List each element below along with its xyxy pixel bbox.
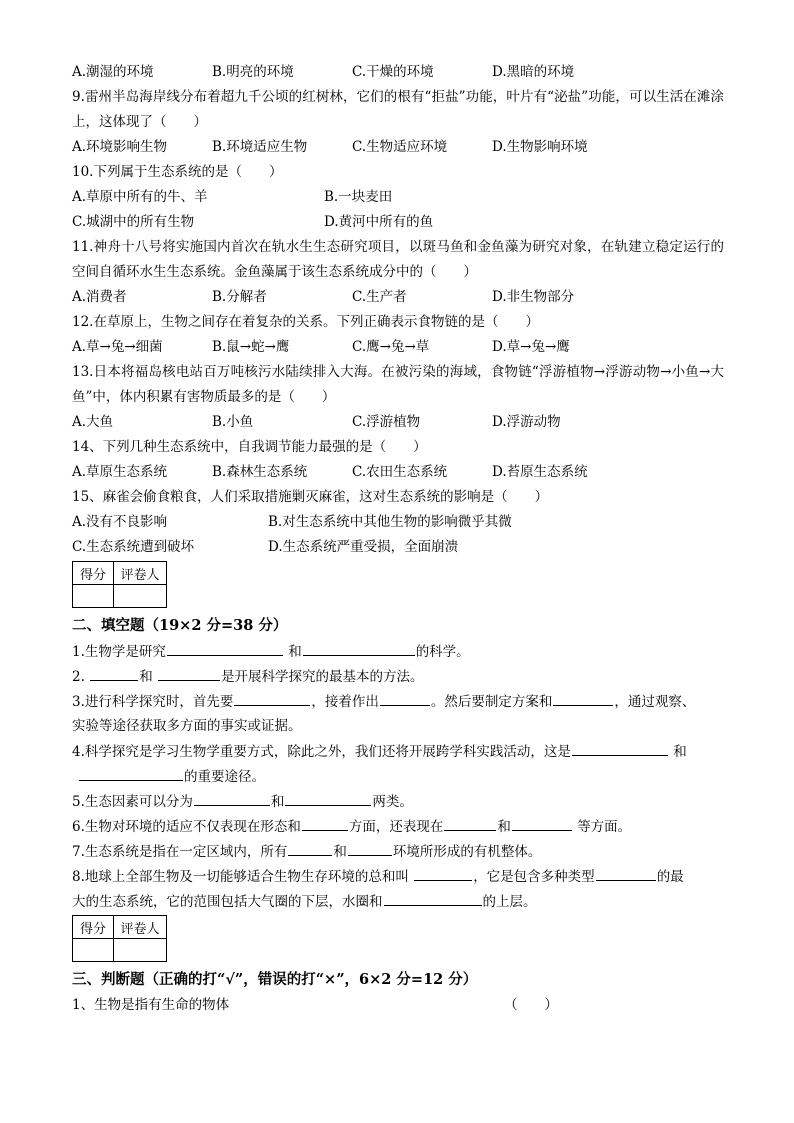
fill-q8-blank-1[interactable] (414, 864, 472, 881)
q13-stem: 13.日本将福岛核电站百万吨核污水陆续排入大海。在被污染的海域，食物链“浮游植物→浮游动物→小鱼→大鱼”中，体内积累有害物质最多的是（ ） (72, 364, 724, 405)
section3-title: 三、判断题（正确的打“√”，错误的打“×”，6×2 分=12 分） (72, 971, 478, 988)
fill-q8-line2 (72, 889, 724, 914)
q14-option-b: B.森林生态系统 (212, 464, 308, 480)
fill-q7-text-b: 和 (333, 844, 347, 860)
fill-q7 (72, 839, 724, 864)
fill-q8-text-a: 8.地球上全部生物及一切能够适合生物生存环境的总和叫 (72, 869, 409, 885)
fill-q6-text-d: 等方面。 (577, 819, 632, 835)
score-cell[interactable] (73, 939, 114, 962)
judge-q1-answer-paren[interactable]: （ ） (504, 997, 558, 1013)
q11-option-c: C.生产者 (352, 289, 407, 305)
q8-option-a: A.潮湿的环境 (72, 64, 154, 80)
fill-q8-text-e: 的上层。 (482, 894, 537, 910)
q11-stem: 11.神舟十八号将实施国内首次在轨水生生态研究项目，以斑马鱼和金鱼藻为研究对象，在轨建立稳定运行的空间自循环水生生态系统。金鱼藻属于该生态系统成分中的（ ） (72, 239, 724, 280)
q9-options (72, 135, 724, 160)
q10-option-d: D.黄河中所有的鱼 (324, 214, 434, 230)
q15-option-d: D.生态系统严重受损，全面崩溃 (268, 539, 459, 555)
q9-option-a: A.环境影响生物 (72, 139, 168, 155)
q13-option-d: D.浮游动物 (492, 414, 561, 430)
q12-option-c: C.鹰→兔→草 (352, 339, 430, 355)
fill-q2-text-c: 是开展科学探究的最基本的方法。 (220, 669, 424, 685)
fill-q5-text-c: 两类。 (372, 794, 413, 810)
fill-q7-text-a: 7.生态系统是指在一定区域内，所有 (72, 844, 288, 860)
fill-q5-blank-1[interactable] (194, 789, 270, 806)
fill-q5-blank-2[interactable] (285, 789, 371, 806)
q10-option-c: C.城湖中的所有生物 (72, 214, 195, 230)
fill-q4-text-b: 和 (673, 744, 687, 760)
q13-options (72, 410, 724, 435)
score-cell[interactable] (73, 585, 114, 608)
fill-q1-blank-1[interactable] (167, 639, 283, 656)
q8-option-d: D.黑暗的环境 (492, 64, 575, 80)
q15-option-c: C.生态系统遭到破坏 (72, 539, 195, 555)
q12-stem: 12.在草原上，生物之间存在着复杂的关系。下列正确表示食物链的是（ ） (72, 314, 539, 330)
fill-q3-blank-3[interactable] (553, 689, 613, 706)
q9-option-b: B.环境适应生物 (212, 139, 308, 155)
q15-option-b: B.对生态系统中其他生物的影响微乎其微 (268, 514, 512, 530)
fill-q1-blank-2[interactable] (303, 639, 415, 656)
score-label: 得分 (73, 916, 114, 939)
q9-option-d: D.生物影响环境 (492, 139, 588, 155)
fill-q3-blank-1[interactable] (234, 689, 310, 706)
fill-q5 (72, 789, 724, 814)
q12-option-b: B.鼠→蛇→鹰 (212, 339, 290, 355)
q12-option-a: A.草→兔→细菌 (72, 339, 163, 355)
fill-q4-text-a: 4.科学探究是学习生物学重要方式，除此之外，我们还将开展跨学科实践活动，这是 (72, 744, 571, 760)
fill-q1-text-a: 1.生物学是研究 (72, 644, 166, 660)
fill-q8-text-d: 大的生态系统，它的范围包括大气圈的下层，水圈和 (72, 894, 383, 910)
fill-q4-line2 (72, 764, 724, 789)
fill-q8-text-b: ，它是包含多种类型 (473, 869, 595, 885)
q11-option-a: A.消费者 (72, 289, 127, 305)
fill-q4-line1 (72, 739, 724, 764)
fill-q8-line1 (72, 864, 724, 889)
judge-q1 (72, 993, 724, 1018)
q10-option-b: B.一块麦田 (324, 189, 393, 205)
fill-q8-text-c: 的最 (656, 869, 684, 885)
q13-option-a: A.大鱼 (72, 414, 114, 430)
fill-q3-text-c: 。然后要制定方案和 (430, 694, 553, 710)
fill-q7-text-c: 环境所形成的有机整体。 (392, 844, 542, 860)
fill-q6-text-a: 6.生物对环境的适应不仅表现在形态和 (72, 819, 301, 835)
fill-q2-text-a: 2. (72, 669, 85, 685)
fill-q3-blank-2[interactable] (380, 689, 430, 706)
q14-option-a: A.草原生态系统 (72, 464, 168, 480)
fill-q7-blank-2[interactable] (348, 839, 392, 856)
section2-title: 二、填空题（19×2 分=38 分） (72, 617, 288, 634)
q15-options-row1 (72, 510, 724, 535)
q8-options (72, 60, 724, 85)
score-label: 得分 (73, 562, 114, 585)
fill-q1-text-b: 和 (288, 644, 302, 660)
q8-option-c: C.干燥的环境 (352, 64, 434, 80)
fill-q2-blank-2[interactable] (158, 664, 220, 681)
fill-q4-blank-2[interactable] (79, 764, 183, 781)
q11-option-b: B.分解者 (212, 289, 267, 305)
exam-page (72, 60, 724, 1018)
fill-q8-blank-3[interactable] (384, 889, 482, 906)
q10-stem: 10.下列属于生态系统的是（ ） (72, 164, 283, 180)
q10-options-row2 (72, 210, 724, 235)
fill-q3-line1 (72, 689, 724, 714)
fill-q2-text-b: 和 (139, 669, 153, 685)
q9-option-c: C.生物适应环境 (352, 139, 448, 155)
fill-q6-blank-3[interactable] (512, 814, 572, 831)
fill-q1-text-c: 的科学。 (415, 644, 470, 660)
judge-q1-text: 1、生物是指有生命的物体 (72, 997, 230, 1013)
fill-q6 (72, 814, 724, 839)
q15-option-a: A.没有不良影响 (72, 514, 168, 530)
fill-q2 (72, 664, 724, 689)
reviewer-cell[interactable] (114, 939, 167, 962)
q10-options-row1 (72, 185, 724, 210)
q8-option-b: B.明亮的环境 (212, 64, 294, 80)
fill-q4-blank-1[interactable] (572, 739, 668, 756)
fill-q8-blank-2[interactable] (596, 864, 656, 881)
q13-option-c: C.浮游植物 (352, 414, 421, 430)
q12-options (72, 335, 724, 360)
fill-q6-blank-2[interactable] (444, 814, 496, 831)
q10-option-a: A.草原中所有的牛、羊 (72, 189, 208, 205)
reviewer-label: 评卷人 (114, 562, 167, 585)
fill-q5-text-a: 5.生态因素可以分为 (72, 794, 193, 810)
q11-options (72, 285, 724, 310)
q15-stem: 15、麻雀会偷食粮食，人们采取措施剿灭麻雀，这对生态系统的影响是（ ） (72, 489, 549, 505)
score-table-section3 (72, 915, 167, 962)
fill-q3-line2: 实验等途径获取多方面的事实或证据。 (72, 718, 302, 734)
q14-option-c: C.农田生态系统 (352, 464, 448, 480)
fill-q3-text-d: ，通过观察、 (614, 694, 696, 710)
q13-option-b: B.小鱼 (212, 414, 254, 430)
q14-option-d: D.苔原生态系统 (492, 464, 588, 480)
fill-q5-text-b: 和 (270, 794, 285, 810)
q14-options (72, 460, 724, 485)
reviewer-label: 评卷人 (114, 916, 167, 939)
q9-stem: 9.雷州半岛海岸线分布着超九千公顷的红树林，它们的根有“拒盐”功能，叶片有“泌盐”功能，可以生活在滩涂上，这体现了（ ） (72, 89, 724, 130)
fill-q3-text-b: ，接着作出 (311, 694, 379, 710)
q11-option-d: D.非生物部分 (492, 289, 575, 305)
fill-q4-text-c: 的重要途径。 (184, 769, 265, 785)
fill-q6-blank-1[interactable] (302, 814, 348, 831)
reviewer-cell[interactable] (114, 585, 167, 608)
q12-option-d: D.草→兔→鹰 (492, 339, 570, 355)
q15-options-row2 (72, 535, 724, 560)
q14-stem: 14、下列几种生态系统中，自我调节能力最强的是（ ） (72, 439, 427, 455)
fill-q6-text-b: 方面，还表现在 (348, 819, 444, 835)
fill-q6-text-c: 和 (497, 819, 511, 835)
fill-q2-blank-1[interactable] (90, 664, 138, 681)
score-table-section2 (72, 561, 167, 608)
fill-q7-blank-1[interactable] (288, 839, 332, 856)
fill-q3-text-a: 3.进行科学探究时，首先要 (72, 694, 234, 710)
fill-q1 (72, 639, 724, 664)
